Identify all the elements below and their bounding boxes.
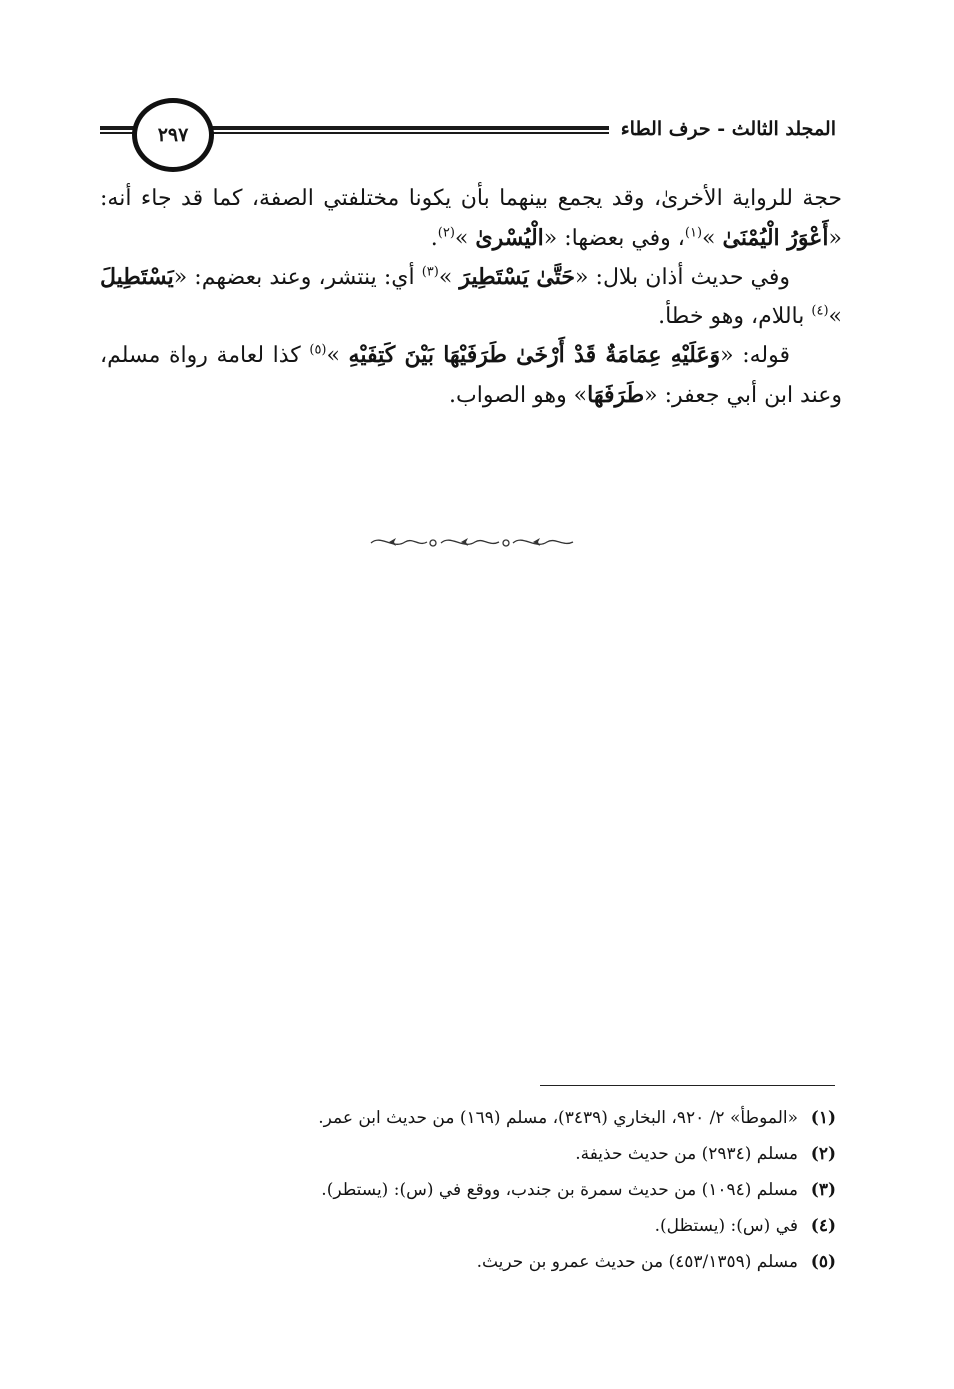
footnote-number: (٥) <box>810 1252 836 1272</box>
footnote-text: مسلم (٢٩٣٤) من حديث حذيفة. <box>575 1144 798 1164</box>
footnote-number: (٢) <box>810 1144 836 1164</box>
footnote-text: في (س): (يستظل). <box>654 1216 798 1236</box>
quoted-phrase: أَعْوَرُ الْيُمْنَىٰ <box>722 224 829 251</box>
footnote-number: (٤) <box>810 1216 836 1236</box>
text-run: باللام، وهو خطأ. <box>658 303 805 329</box>
footnote-text: «الموطأ» ٢/ ٩٢٠، البخاري (٣٤٣٩)، مسلم (١٦٩) من حديث ابن عمر. <box>318 1108 798 1128</box>
footnote-ref: (١) <box>684 225 703 241</box>
footnote-item <box>156 1136 836 1172</box>
footnote-item <box>156 1244 836 1280</box>
text-run: قوله: « <box>720 343 790 368</box>
quoted-phrase: حَتَّىٰ يَسْتَطِيرَ <box>459 264 575 290</box>
footnote-item <box>156 1100 836 1136</box>
running-header: المجلد الثالث - حرف الطاء <box>609 114 846 144</box>
page-number: ٢٩٧ <box>157 123 189 146</box>
footnote-item <box>156 1208 836 1244</box>
text-run: » وهو الصواب. <box>449 382 588 408</box>
text-run: كذا لعامة رواة مسلم، وعند ابن أبي جعفر: « <box>100 343 842 408</box>
text-run: . <box>430 225 438 251</box>
footnote-item <box>156 1172 836 1208</box>
page-number-badge <box>132 98 214 172</box>
paragraph-3: قوله: «وَعَلَيْهِ عِمَامَةٌ قَدْ أَرْخَىٰ طَرَفَيْهَا بَيْنَ كَتِفَيْهِ »$^{(٥)}$ كذا لعامة رواة مسلم، وعند ابن أبي جعفر: «طَرَفَهَا» وهو الصواب. <box>100 342 842 408</box>
quoted-phrase: الْيُسْرىٰ <box>475 224 544 251</box>
footnote-text: مسلم (٤٥٣/١٣٥٩) من حديث عمرو بن حريث. <box>476 1252 798 1272</box>
footnotes <box>156 1100 836 1280</box>
quoted-phrase: طَرَفَهَا <box>587 381 645 408</box>
footnote-separator <box>540 1085 835 1086</box>
footnote-ref: (٣) <box>421 264 439 280</box>
footnote-ref: (٤) <box>811 303 829 319</box>
paragraph-1: حجة للرواية الأخرىٰ، وقد يجمع بينهما بأن يكونا مختلفتي الصفة، كما قد جاء أنه: «أَعْوَرُ الْيُمْنَىٰ »$^{(١)}$، وفي بعضها: «الْيُسْرىٰ »$^{(٢)}$. <box>100 186 842 251</box>
quoted-phrase: وَعَلَيْهِ عِمَامَةٌ قَدْ أَرْخَىٰ طَرَفَيْهَا بَيْنَ كَتِفَيْهِ <box>348 342 721 368</box>
footnote-ref: (٢) <box>437 225 455 241</box>
text-run: أي: ينتشر، وعند بعضهم: « <box>173 265 415 290</box>
footnote-number: (٣) <box>810 1180 836 1200</box>
footnote-number: (١) <box>810 1108 836 1128</box>
main-text <box>100 180 842 415</box>
text-run: حجة للرواية الأخرىٰ، وقد يجمع بينهما بأن يكونا مختلفتي الصفة، كما قد جاء أنه: « <box>100 186 842 251</box>
text-run: ، وفي بعضها: « <box>543 225 685 251</box>
footnote-text: مسلم (١٠٩٤) من حديث سمرة بن جندب، ووقع في (س): (يستطر). <box>321 1180 798 1200</box>
text-run: وفي حديث أذان بلال: « <box>574 265 791 290</box>
quoted-phrase: يَسْتَطِيلَ <box>100 264 174 290</box>
paragraph-2: وفي حديث أذان بلال: «حَتَّىٰ يَسْتَطِيرَ »$^{(٣)}$ أي: ينتشر، وعند بعضهم: «يَسْتَطِيلَ »$^{(٤)}$ باللام، وهو خطأ. <box>100 264 842 329</box>
ornament-divider <box>367 530 577 554</box>
footnote-ref: (٥) <box>309 342 327 358</box>
